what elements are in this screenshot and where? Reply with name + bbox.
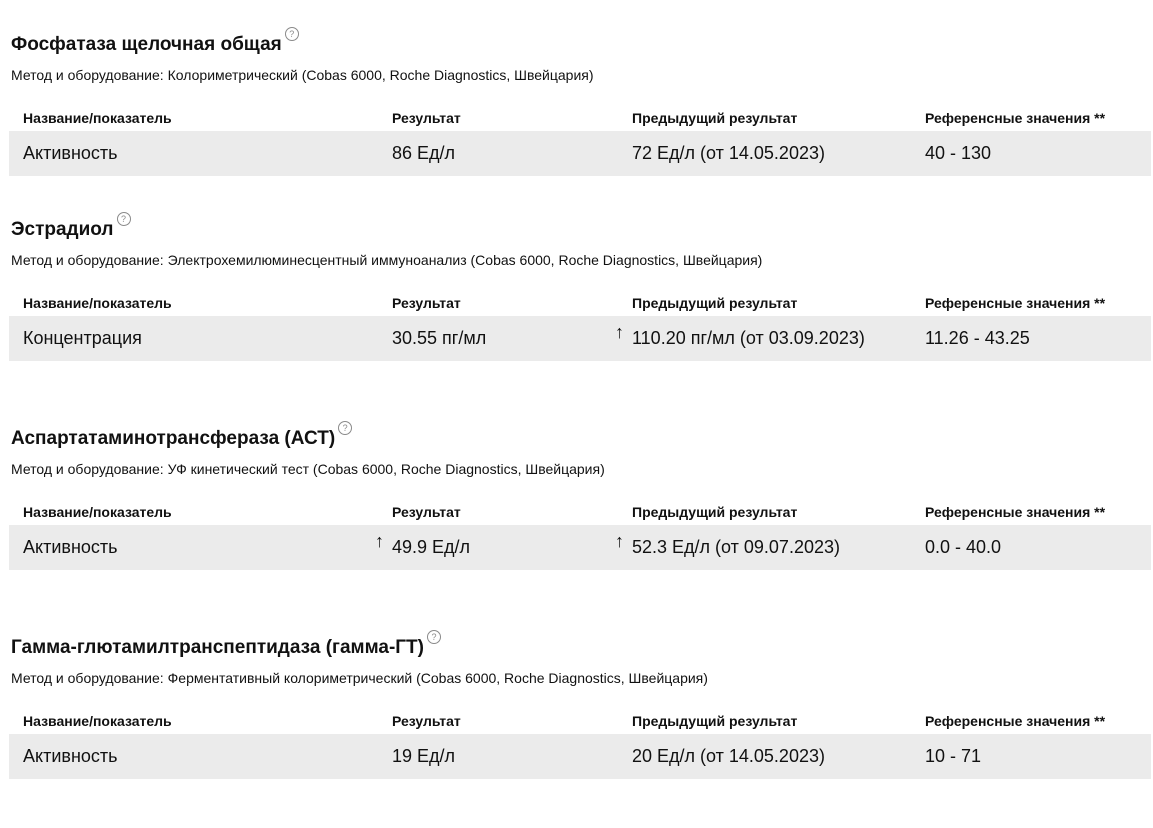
method-line <box>11 460 605 478</box>
question-circle-icon[interactable]: ? <box>427 630 441 644</box>
cell-name: Активность <box>23 143 118 163</box>
section-title: Эстрадиол ? <box>11 218 131 242</box>
cell-reference: 40 - 130 <box>925 143 992 163</box>
header-name: Название/показатель <box>23 713 172 729</box>
method-label: Метод и оборудование: <box>11 252 164 268</box>
cell-previous: 20 Ед/л (от 14.05.2023) <box>632 746 825 766</box>
header-result: Результат <box>392 713 461 729</box>
cell-name: Активность <box>23 746 118 766</box>
cell-name: Концентрация <box>23 328 142 348</box>
header-reference: Референсные значения ** <box>925 713 1106 729</box>
header-previous: Предыдущий результат <box>632 295 798 311</box>
header-reference: Референсные значения ** <box>925 504 1106 520</box>
cell-reference: 10 - 71 <box>925 746 982 766</box>
header-reference: Референсные значения ** <box>925 110 1106 126</box>
header-result: Результат <box>392 110 461 126</box>
result-row <box>9 316 1151 361</box>
method-label: Метод и оборудование: <box>11 67 164 83</box>
cell-result: 86 Ед/л <box>392 143 456 163</box>
result-row <box>9 734 1151 779</box>
method-value: Колориметрический (Cobas 6000, Roche Diagnostics, Швейцария) <box>167 67 594 83</box>
question-circle-icon[interactable]: ? <box>285 27 299 41</box>
section-title: Гамма-глютамилтранспептидаза (гамма-ГТ) ? <box>11 636 441 660</box>
header-result: Результат <box>392 295 461 311</box>
method-value: Электрохемилюминесцентный иммуноанализ (Cobas 6000, Roche Diagnostics, Швейцария) <box>167 252 763 268</box>
header-previous: Предыдущий результат <box>632 110 798 126</box>
cell-previous: 52.3 Ед/л (от 09.07.2023) <box>632 537 840 557</box>
arrow-up-icon: ↑ <box>615 531 624 551</box>
cell-previous: 72 Ед/л (от 14.05.2023) <box>632 143 825 163</box>
method-line <box>11 251 762 269</box>
cell-reference: 0.0 - 40.0 <box>925 537 1002 557</box>
cell-result: 30.55 пг/мл <box>392 328 487 348</box>
cell-result: 49.9 Ед/л <box>392 537 471 557</box>
result-row <box>9 131 1151 176</box>
question-circle-icon[interactable]: ? <box>117 212 131 226</box>
header-previous: Предыдущий результат <box>632 713 798 729</box>
header-reference: Референсные значения ** <box>925 295 1106 311</box>
arrow-up-icon: ↑ <box>375 531 384 551</box>
header-name: Название/показатель <box>23 110 172 126</box>
arrow-up-icon: ↑ <box>615 322 624 342</box>
cell-result: 19 Ед/л <box>392 746 456 766</box>
header-name: Название/показатель <box>23 295 172 311</box>
result-row <box>9 525 1151 570</box>
section-title: Фосфатаза щелочная общая ? <box>11 33 299 57</box>
header-previous: Предыдущий результат <box>632 504 798 520</box>
method-line <box>11 669 708 687</box>
method-label: Метод и оборудование: <box>11 461 164 477</box>
question-circle-icon[interactable]: ? <box>338 421 352 435</box>
section-title: Аспартатаминотрансфераза (АСТ) ? <box>11 427 352 451</box>
cell-reference: 11.26 - 43.25 <box>925 328 1030 348</box>
method-label: Метод и оборудование: <box>11 670 164 686</box>
cell-name: Активность <box>23 537 118 557</box>
header-name: Название/показатель <box>23 504 172 520</box>
header-result: Результат <box>392 504 461 520</box>
method-line <box>11 66 594 84</box>
method-value: УФ кинетический тест (Cobas 6000, Roche Diagnostics, Швейцария) <box>167 461 605 477</box>
cell-previous: 110.20 пг/мл (от 03.09.2023) <box>632 328 865 348</box>
method-value: Ферментативный колориметрический (Cobas 6000, Roche Diagnostics, Швейцария) <box>167 670 708 686</box>
